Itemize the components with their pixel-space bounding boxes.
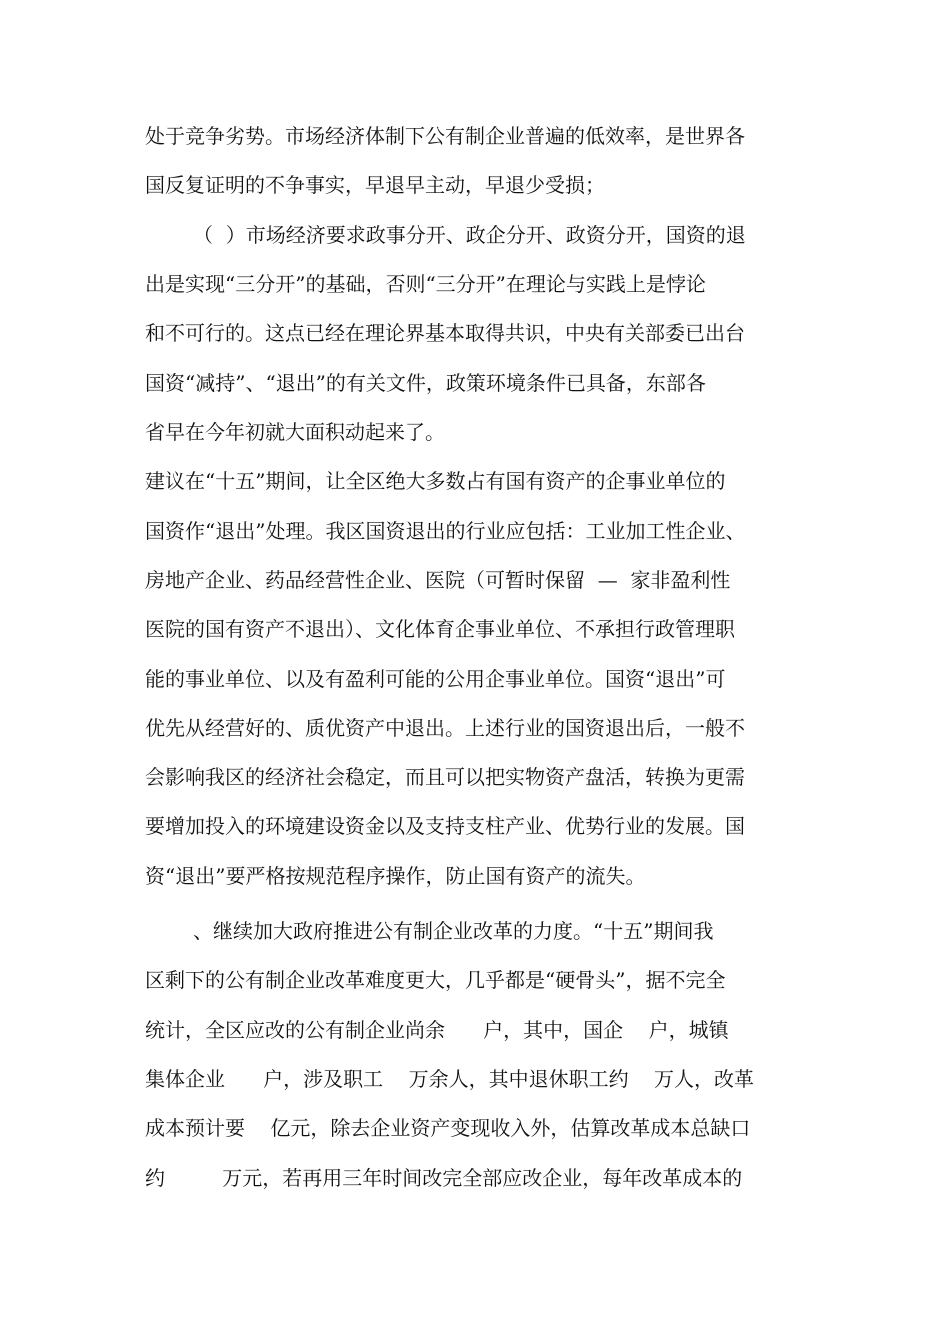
text-line: （ ）市场经济要求政事分开、政企分开、政资分开，国资的退	[193, 223, 746, 247]
text-line: 要增加投入的环境建设资金以及支持支柱产业、优势行业的发展。国	[145, 814, 745, 838]
text-line: 省早在今年初就大面积动起来了。	[145, 420, 445, 444]
text-line: 处于竞争劣势。市场经济体制下公有制企业普遍的低效率，是世界各	[145, 124, 745, 148]
text-line: 统计，全区应改的公有制企业尚余 户，其中，国企 户，城镇	[145, 1018, 729, 1042]
text-line: 医院的国有资产不退出）、文化体育企事业单位、不承担行政管理职	[145, 617, 735, 641]
text-line: 国资作“退出”处理。我区国资退出的行业应包括：工业加工性企业、	[145, 519, 746, 543]
text-line: 、继续加大政府推进公有制企业改革的力度。“十五”期间我	[193, 919, 714, 943]
text-line: 优先从经营好的、质优资产中退出。上述行业的国资退出后，一般不	[145, 716, 745, 740]
text-line: 能的事业单位、以及有盈利可能的公用企事业单位。国资“退出”可	[145, 667, 726, 691]
text-line: 国反复证明的不争事实，早退早主动，早退少受损；	[145, 173, 605, 197]
text-line: 和不可行的。这点已经在理论界基本取得共识，中央有关部委已出台	[145, 321, 745, 345]
text-line: 成本预计要 亿元，除去企业资产变现收入外，估算改革成本总缺口	[145, 1116, 751, 1140]
text-line: 会影响我区的经济社会稳定，而且可以把实物资产盘活，转换为更需	[145, 765, 745, 789]
text-line: 区剩下的公有制企业改革难度更大，几乎都是“硬骨头”，据不完全	[145, 968, 726, 992]
text-line: 房地产企业、药品经营性企业、医院（可暂时保留 — 家非盈利性	[145, 568, 731, 592]
text-line: 出是实现“三分开”的基础，否则“三分开”在理论与实践上是悖论	[145, 272, 706, 296]
text-line: 约 万元，若再用三年时间改完全部应改企业，每年改革成本的	[145, 1166, 743, 1190]
text-line: 国资“减持”、“退出”的有关文件，政策环境条件已具备，东部各	[145, 371, 706, 395]
text-line: 资“退出”要严格按规范程序操作，防止国有资产的流失。	[145, 864, 646, 888]
text-line: 建议在“十五”期间，让全区绝大多数占有国有资产的企事业单位的	[145, 469, 726, 493]
text-line: 集体企业 户，涉及职工 万余人，其中退休职工约 万人，改革	[145, 1067, 755, 1091]
